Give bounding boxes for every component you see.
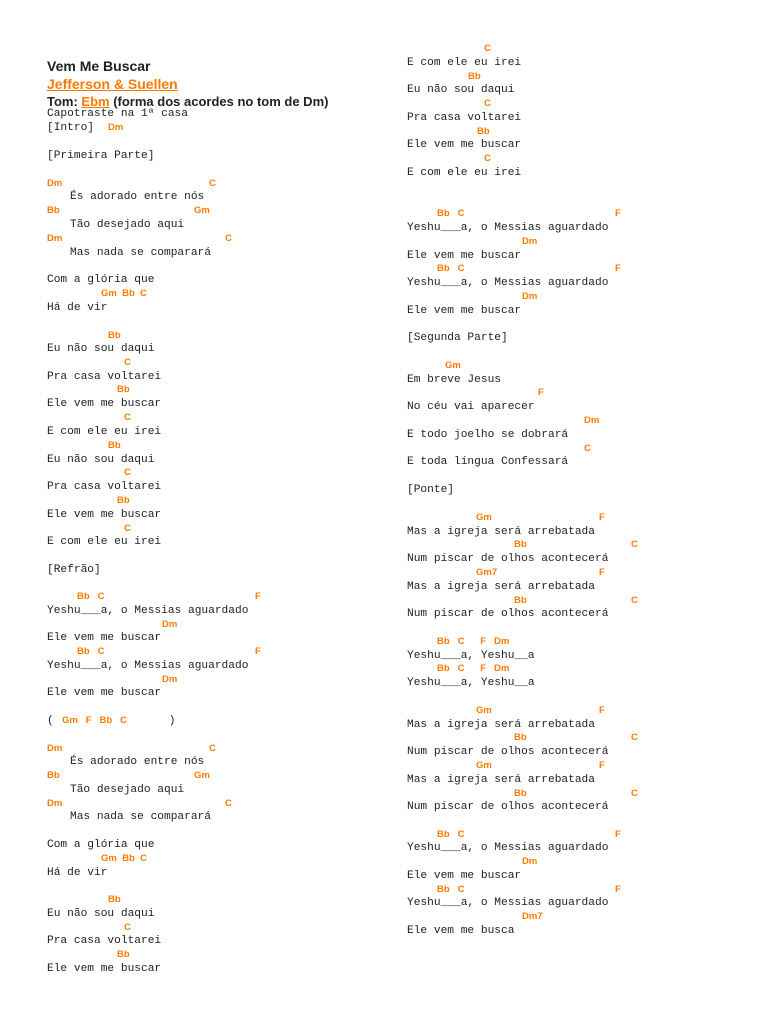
chord-line[interactable]: Bb (108, 440, 121, 451)
chord-line[interactable]: Bb (117, 495, 130, 506)
lyric-line: E todo joelho se dobrará (407, 429, 569, 441)
chord-line[interactable]: Gm F Bb C (62, 715, 127, 726)
lyric-line: No céu vai aparecer (407, 401, 535, 413)
chord-line[interactable]: Bb C F Dm (437, 663, 510, 674)
chord-line[interactable]: Gm (194, 205, 210, 216)
lyric-line: Mas a igreja será arrebatada (407, 774, 595, 786)
chord-line[interactable]: Dm (47, 233, 63, 244)
lyric-line: Ele vem me buscar (47, 963, 162, 975)
lyric-line: Mas a igreja será arrebatada (407, 719, 595, 731)
chord-line[interactable]: F (615, 208, 621, 219)
lyric-line: [Intro] (47, 122, 94, 134)
chord-line[interactable]: Gm (445, 360, 461, 371)
lyric-line: Capotraste na 1ª casa (47, 108, 188, 120)
lyric-line: Ele vem me buscar (47, 632, 162, 644)
chord-line[interactable]: Dm (47, 178, 63, 189)
chord-line[interactable]: C (124, 523, 131, 534)
lyric-line: E toda língua Confessará (407, 456, 569, 468)
chord-line[interactable]: Dm (522, 856, 538, 867)
chord-line[interactable]: C (124, 412, 131, 423)
chord-line[interactable]: Bb (47, 770, 60, 781)
key-note: (forma dos acordes no tom de Dm) (109, 94, 329, 109)
chord-line[interactable]: C (225, 233, 232, 244)
lyric-line: És adorado entre nós (70, 756, 205, 768)
chord-line[interactable]: Dm (162, 674, 178, 685)
lyric-line: [Ponte] (407, 484, 454, 496)
lyric-line: [Segunda Parte] (407, 332, 508, 344)
chord-line[interactable]: Dm (47, 743, 63, 754)
chord-line[interactable]: F (599, 760, 605, 771)
chord-line[interactable]: Gm Bb C (101, 853, 147, 864)
chord-line[interactable]: Bb (108, 330, 121, 341)
chord-line[interactable]: Bb (514, 595, 527, 606)
lyric-line: Yeshu___a, Yeshu__a (407, 650, 535, 662)
lyric-line: Num piscar de olhos acontecerá (407, 608, 609, 620)
chord-line[interactable]: Bb C (437, 263, 465, 274)
chord-line[interactable]: Bb (117, 949, 130, 960)
chord-line[interactable]: Bb (108, 894, 121, 905)
chord-line[interactable]: C (484, 98, 491, 109)
chord-line[interactable]: F (538, 387, 544, 398)
lyric-line: Num piscar de olhos acontecerá (407, 746, 609, 758)
chord-line[interactable]: F (255, 591, 261, 602)
chord-line[interactable]: Dm (584, 415, 600, 426)
chord-line[interactable]: Bb C (437, 884, 465, 895)
chord-line[interactable]: Bb (468, 71, 481, 82)
lyric-line: ) (162, 715, 176, 727)
lyric-line: Pra casa voltarei (47, 371, 162, 383)
lyric-line: Mas nada se comparará (70, 247, 211, 259)
lyric-line: ( (47, 715, 61, 727)
lyric-line: Num piscar de olhos acontecerá (407, 553, 609, 565)
chord-line[interactable]: F (599, 567, 605, 578)
song-title: Vem Me Buscar (47, 58, 151, 74)
lyric-line: Em breve Jesus (407, 374, 501, 386)
chord-line[interactable]: Bb (477, 126, 490, 137)
lyric-line: Mas nada se comparará (70, 811, 211, 823)
lyric-line: És adorado entre nós (70, 191, 205, 203)
chord-line[interactable]: F (599, 512, 605, 523)
artist-link[interactable]: Jefferson & Suellen (47, 76, 178, 92)
chord-line[interactable]: F (615, 829, 621, 840)
chord-line[interactable]: Bb (117, 384, 130, 395)
chord-line[interactable]: Bb C (437, 829, 465, 840)
chord-line[interactable]: F (599, 705, 605, 716)
chord-line[interactable]: Gm7 (476, 567, 498, 578)
lyric-line: Mas a igreja será arrebatada (407, 581, 595, 593)
lyric-line: Eu não sou daqui (47, 454, 155, 466)
chord-line[interactable]: Dm7 (522, 911, 543, 922)
lyric-line: Pra casa voltarei (47, 481, 162, 493)
chord-line[interactable]: Bb (514, 788, 527, 799)
lyric-line: Mas a igreja será arrebatada (407, 526, 595, 538)
chord-line[interactable]: Gm (194, 770, 210, 781)
lyric-line: Num piscar de olhos acontecerá (407, 801, 609, 813)
lyric-line: Ele vem me buscar (47, 509, 162, 521)
chord-line[interactable]: Dm (162, 619, 178, 630)
lyric-line: Ele vem me buscar (47, 398, 162, 410)
chord-line[interactable]: C (484, 43, 491, 54)
chord-line[interactable]: C (631, 788, 638, 799)
chord-line[interactable]: Gm (476, 760, 492, 771)
chord-line[interactable]: Bb C (437, 208, 465, 219)
chord-line[interactable]: C (484, 153, 491, 164)
lyric-line: Tão desejado aqui (70, 219, 185, 231)
chord-line[interactable]: Bb (514, 732, 527, 743)
chord-line[interactable]: Dm (108, 122, 124, 133)
lyric-line: Yeshu___a, o Messias aguardado (407, 897, 609, 909)
lyric-line: E com ele eu irei (407, 167, 522, 179)
lyric-line: Ele vem me buscar (47, 687, 162, 699)
chord-line[interactable]: C (124, 467, 131, 478)
lyric-line: Ele vem me buscar (407, 305, 522, 317)
lyric-line: Ele vem me busca (407, 925, 515, 937)
chord-line[interactable]: F (615, 884, 621, 895)
key-label: Tom: (47, 94, 82, 109)
chord-line[interactable]: Gm Bb C (101, 288, 147, 299)
lyric-line: Há de vir (47, 302, 108, 314)
lyric-line: E com ele eu irei (47, 536, 162, 548)
lyric-line: Com a glória que (47, 839, 155, 851)
chord-line[interactable]: C (209, 178, 216, 189)
chord-line[interactable]: C (631, 732, 638, 743)
chord-line[interactable]: Bb (47, 205, 60, 216)
chord-line[interactable]: Bb C (77, 646, 105, 657)
lyric-line: Eu não sou daqui (407, 84, 515, 96)
chord-line[interactable]: Gm (476, 512, 492, 523)
lyric-line: Yeshu___a, o Messias aguardado (407, 222, 609, 234)
lyric-line: Yeshu___a, o Messias aguardado (47, 660, 249, 672)
lyric-line: Com a glória que (47, 274, 155, 286)
chord-line[interactable]: Gm (476, 705, 492, 716)
chord-line[interactable]: C (124, 357, 131, 368)
chord-line[interactable]: Bb C (77, 591, 105, 602)
chord-line[interactable]: F (615, 263, 621, 274)
lyric-line: Eu não sou daqui (47, 343, 155, 355)
lyric-line: Eu não sou daqui (47, 908, 155, 920)
chord-line[interactable]: Dm (47, 798, 63, 809)
lyric-line: Ele vem me buscar (407, 250, 522, 262)
lyric-line: Ele vem me buscar (407, 139, 522, 151)
chord-line[interactable]: C (631, 595, 638, 606)
key-link[interactable]: Ebm (81, 94, 110, 109)
lyric-line: Há de vir (47, 867, 108, 879)
lyric-line: E com ele eu irei (47, 426, 162, 438)
chord-line[interactable]: Bb C F Dm (437, 636, 510, 647)
chord-line[interactable]: F (255, 646, 261, 657)
lyric-line: Yeshu___a, o Messias aguardado (407, 842, 609, 854)
lyric-line: E com ele eu irei (407, 57, 522, 69)
chord-line[interactable]: Dm (522, 236, 538, 247)
chord-line[interactable]: Dm (522, 291, 538, 302)
key-info (47, 94, 328, 109)
chord-line[interactable]: C (225, 798, 232, 809)
lyric-line: Ele vem me buscar (407, 870, 522, 882)
lyric-line: [Primeira Parte] (47, 150, 155, 162)
lyric-line: Yeshu___a, o Messias aguardado (47, 605, 249, 617)
chord-line[interactable]: Bb (514, 539, 527, 550)
lyric-line: Pra casa voltarei (47, 935, 162, 947)
lyric-line: [Refrão] (47, 564, 101, 576)
chord-line[interactable]: C (631, 539, 638, 550)
chord-line[interactable]: C (584, 443, 591, 454)
lyric-line: Yeshu___a, o Messias aguardado (407, 277, 609, 289)
lyric-line: Tão desejado aqui (70, 784, 185, 796)
chord-line[interactable]: C (209, 743, 216, 754)
lyric-line: Pra casa voltarei (407, 112, 522, 124)
lyric-line: Yeshu___a, Yeshu__a (407, 677, 535, 689)
chord-line[interactable]: C (124, 922, 131, 933)
